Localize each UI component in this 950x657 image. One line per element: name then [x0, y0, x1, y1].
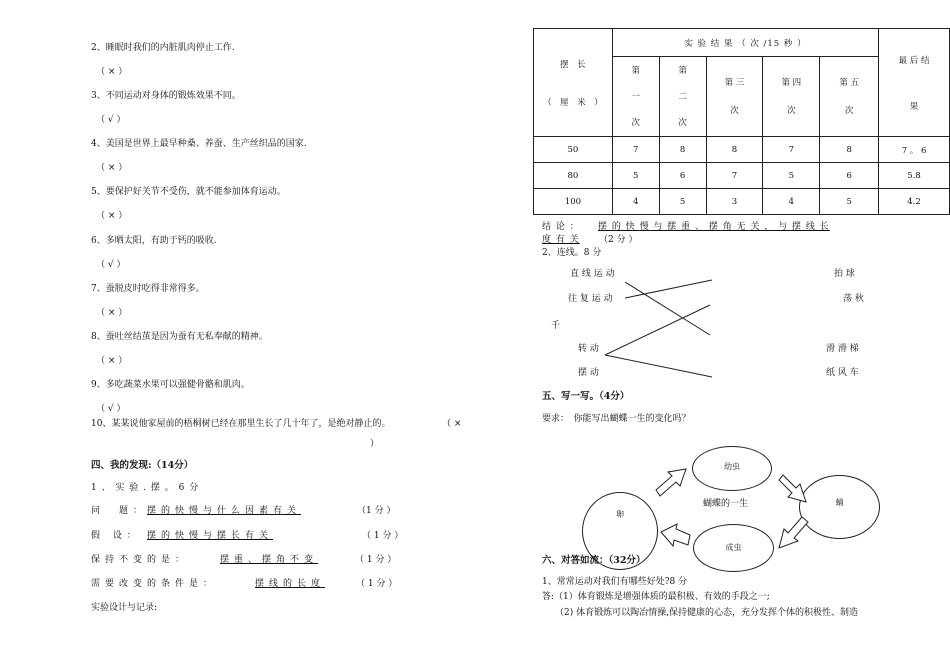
- exp-row-score: （ 1 分 ）: [362, 531, 404, 541]
- exp-row-label: 问 题：: [91, 506, 148, 516]
- header-final-2: 果: [909, 101, 919, 112]
- match-right-item: 荡 秋: [843, 294, 864, 304]
- cycle-center-label: 蝴蝶的一生: [703, 499, 749, 509]
- match-left-item: 往 复 运 动: [568, 294, 613, 304]
- cell-length: 50: [534, 137, 613, 163]
- cell-value: 7: [706, 163, 763, 189]
- cell-value: 8: [820, 137, 879, 163]
- header-length: 摆 长: [560, 59, 586, 70]
- judgement-answer-10-close: ）: [370, 439, 380, 449]
- cell-value: 6: [659, 163, 706, 189]
- judgement-answer: （ √ ）: [96, 404, 126, 414]
- match-right-item: 滑 滑 梯: [826, 344, 859, 354]
- judgement-answer: （ × ）: [96, 211, 128, 221]
- answer-6-1: 答:（1）体育锻炼是增强体质的最积极、有效的手段之一;: [542, 592, 770, 602]
- exp-row-answer: 摆的快慢与什么因素有关: [147, 506, 302, 516]
- conclusion-score: （2 分 ）: [599, 235, 638, 245]
- judgement-question: 3、不同运动对身体的锻炼效果不同。: [91, 91, 241, 101]
- match-left-item: 千: [551, 321, 561, 331]
- cell-length: 80: [534, 163, 613, 189]
- question-6-1: 1、常常运动对我们有哪些好处?8 分: [542, 577, 688, 587]
- cell-final: 5.8: [879, 163, 950, 189]
- section-5-requirement: 要求： 你能写出蝴蝶一生的变化吗？: [542, 414, 691, 424]
- header-trial-5: 第 五 次: [820, 57, 879, 137]
- experiment-design-label: 实验设计与记录:: [91, 603, 158, 613]
- arrow-icon: [779, 517, 808, 548]
- section-4-title: 四、我的发现:（14分）: [91, 460, 194, 471]
- judgement-answer: （ × ）: [96, 67, 128, 77]
- header-final-1: 最 后 结: [898, 55, 930, 66]
- cell-value: 3: [706, 189, 763, 215]
- cell-value: 7: [612, 137, 659, 163]
- header-trial-2: 第 二 次: [659, 57, 706, 137]
- exp-row-score: （ 1 分 ）: [355, 555, 397, 565]
- stage-pupa: 蛹: [799, 475, 880, 539]
- cell-final: 4.2: [879, 189, 950, 215]
- judgement-question: 6、多晒太阳，有助于钙的吸收.: [91, 236, 217, 246]
- match-left-item: 转 动: [578, 344, 599, 354]
- header-length-unit: （ 厘 米 ）: [543, 97, 603, 108]
- judgement-answer: （ × ）: [96, 163, 128, 173]
- judgement-question: 4、美国是世界上最早种桑、养蚕、生产丝织品的国家.: [91, 139, 307, 149]
- cell-length: 100: [534, 189, 613, 215]
- judgement-answer: （ √ ）: [96, 260, 126, 270]
- header-trial-4: 第 四 次: [763, 57, 820, 137]
- cell-value: 8: [659, 137, 706, 163]
- judgement-question: 8、蚕吐丝结茧是因为蚕有无私奉献的精神。: [91, 332, 268, 342]
- cell-value: 5: [763, 163, 820, 189]
- stage-egg: 卵: [582, 492, 658, 570]
- exp-row-answer: 摆重、摆角不变: [220, 555, 319, 565]
- cell-value: 4: [612, 189, 659, 215]
- conclusion-prefix: 结 论 ：: [542, 222, 580, 232]
- judgement-question-10: 10、某某说他家屋前的梧桐树已经在那里生长了几十年了，是绝对静止的。: [91, 419, 391, 429]
- exp-row-score: （ 1 分 ）: [356, 579, 398, 589]
- answer-6-2: （2) 体育锻炼可以陶冶情操,保持健康的心态，充分发挥个体的积极性、制造: [555, 608, 858, 618]
- arrow-icon: [661, 524, 690, 546]
- match-left-item: 摆 动: [578, 368, 599, 378]
- conclusion-line-1: 摆 的 快 慢 与 摆 重 、 摆 角 无 关 ， 与 摆 线 长: [598, 222, 830, 232]
- exp-row-label: 假 设：: [91, 531, 141, 541]
- exp-row-answer: 摆线的长度: [255, 579, 326, 589]
- header-results: 实 验 结 果 （ 次 /15 秒 ）: [612, 29, 878, 57]
- match-right-item: 纸 风 车: [826, 368, 859, 378]
- judgement-answer: （ × ）: [96, 356, 128, 366]
- cell-value: 5: [659, 189, 706, 215]
- judgement-answer-10: （ ×: [442, 419, 462, 429]
- cell-value: 5: [612, 163, 659, 189]
- experiment-title: 1 、 实 验 . 摆 。 6 分: [91, 483, 200, 493]
- judgement-question: 5、要保护好关节不受伤，就不能参加体育运动。: [91, 187, 286, 197]
- cell-value: 5: [820, 189, 879, 215]
- arrow-icon: [779, 475, 806, 502]
- exp-row-answer: 摆的快慢与摆长有关: [147, 531, 274, 541]
- match-right-item: 拍 球: [834, 269, 855, 279]
- arrow-icon: [656, 469, 686, 496]
- match-left-item: 直 线 运 动: [570, 269, 615, 279]
- cell-value: 8: [706, 137, 763, 163]
- cell-value: 7: [763, 137, 820, 163]
- judgement-answer: （ √ ）: [96, 115, 126, 125]
- judgement-answer: （ × ）: [96, 308, 128, 318]
- cell-final: 7 。 6: [879, 137, 950, 163]
- cell-value: 4: [763, 189, 820, 215]
- conclusion-line-2: 度 有 关: [542, 235, 580, 245]
- match-title: 2、连线。8 分: [542, 248, 602, 258]
- judgement-question: 7、蚕脱皮时吃得非常得多。: [91, 284, 205, 294]
- judgement-question: 9、多吃蔬菜水果可以强健骨骼和肌肉。: [91, 380, 250, 390]
- stage-adult: 成虫: [693, 524, 774, 572]
- exp-row-label: 需要改变的条件是：: [91, 579, 218, 589]
- cell-value: 6: [820, 163, 879, 189]
- exp-row-score: （1 分 ）: [357, 506, 396, 516]
- section-6-title: 六、对答如流：（32分）: [542, 555, 646, 566]
- judgement-question: 2、睡眠时我们的内脏肌肉停止工作.: [91, 43, 235, 53]
- header-trial-3: 第 三 次: [706, 57, 763, 137]
- stage-larva: 幼虫: [692, 446, 772, 491]
- exp-row-label: 保持不变的是：: [91, 555, 190, 565]
- section-5-title: 五、写一写。（4分）: [542, 391, 630, 402]
- header-trial-1: 第 一 次: [612, 57, 659, 137]
